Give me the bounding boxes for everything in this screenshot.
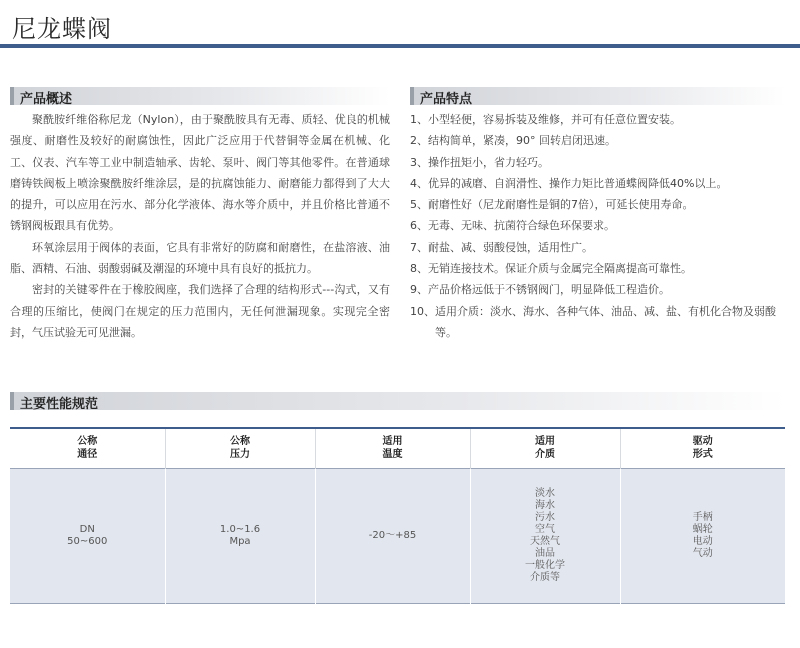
features-list bbox=[410, 109, 780, 343]
column-header-diameter: 公称 通径 bbox=[10, 428, 165, 468]
item-number: 5、 bbox=[410, 198, 428, 212]
list-item bbox=[410, 237, 780, 258]
list-item bbox=[410, 130, 780, 151]
specs-heading: 主要性能规范 bbox=[20, 397, 99, 412]
column-header-pressure: 公称 压力 bbox=[165, 428, 315, 468]
item-number: 10、 bbox=[410, 304, 435, 318]
title-underline bbox=[0, 44, 800, 48]
page-header bbox=[0, 0, 800, 48]
item-text: 适用介质：淡水、海水、各种气体、油品、减、盐、有机化合物及弱酸等。 bbox=[435, 304, 776, 339]
column-header-media: 适用 介质 bbox=[470, 428, 620, 468]
list-item bbox=[410, 258, 780, 279]
list-item bbox=[410, 301, 780, 344]
list-item bbox=[410, 109, 780, 130]
specs-table bbox=[10, 427, 785, 604]
list-item bbox=[410, 279, 780, 300]
overview-paragraph: 密封的关键零件在于橡胶阀座，我们选择了合理的结构形式---沟式，又有合理的压缩比，使阀门在规定的压力范围内，无任何泄漏现象。实现完全密封，气压试验无可见泄漏。 bbox=[10, 283, 390, 339]
overview-body bbox=[10, 109, 390, 343]
item-text: 耐磨性好（尼龙耐磨性是铜的7倍），可延长使用寿命。 bbox=[428, 198, 694, 212]
overview-paragraph: 聚酰胺纤维俗称尼龙（Nylon），由于聚酰胺具有无毒、质轻、优良的机械强度、耐磨性及较好的耐腐蚀性，因此广泛应用于代替铜等金属在机械、化工、仪表、汽车等工业中制造轴承、齿轮、泵叶、阀门等其他零件。在普通球磨铸铁阀板上喷涂聚酰胺纤维涂层，是的抗腐蚀能力、耐磨能力都得到了大大的提升，可以应用在污水、部分化学液体、海水等介质中，并且价格比普通不锈钢阀板跟具有优势。 bbox=[10, 113, 390, 233]
item-number: 3、 bbox=[410, 155, 428, 169]
features-heading: 产品特点 bbox=[420, 92, 473, 107]
item-text: 无毒、无味、抗菌符合绿色环保要求。 bbox=[428, 219, 615, 233]
features-heading-bar bbox=[410, 87, 785, 105]
cell-media: 淡水 海水 污水 空气 天然气 油品 一般化学 介质等 bbox=[470, 468, 620, 603]
heading-marker bbox=[10, 392, 14, 410]
item-number: 4、 bbox=[410, 176, 428, 190]
cell-temperature: -20～+85 bbox=[315, 468, 470, 603]
cell-pressure: 1.0~1.6 Mpa bbox=[165, 468, 315, 603]
table-header-row bbox=[10, 428, 785, 468]
heading-marker bbox=[10, 87, 14, 105]
column-header-drive: 驱动 形式 bbox=[620, 428, 785, 468]
page-title: 尼龙蝶阀 bbox=[12, 15, 112, 43]
list-item bbox=[410, 173, 780, 194]
item-number: 9、 bbox=[410, 283, 428, 297]
table-row bbox=[10, 468, 785, 603]
item-number: 8、 bbox=[410, 262, 428, 276]
item-number: 1、 bbox=[410, 113, 428, 126]
list-item bbox=[410, 194, 780, 215]
item-text: 小型轻便，容易拆装及维修，并可有任意位置安装。 bbox=[428, 113, 681, 126]
item-text: 操作扭矩小，省力轻巧。 bbox=[428, 155, 549, 169]
overview-heading-bar bbox=[10, 87, 390, 105]
item-number: 6、 bbox=[410, 219, 428, 233]
item-text: 结构简单，紧凑，90° 回转启闭迅速。 bbox=[428, 134, 616, 148]
item-text: 无销连接技术。保证介质与金属完全隔离提高可靠性。 bbox=[428, 262, 692, 276]
item-text: 产品价格远低于不锈钢阀门，明显降低工程造价。 bbox=[428, 283, 670, 297]
heading-marker bbox=[410, 87, 414, 105]
specs-heading-bar bbox=[10, 392, 785, 410]
column-header-temperature: 适用 温度 bbox=[315, 428, 470, 468]
overview-heading: 产品概述 bbox=[20, 92, 73, 107]
list-item bbox=[410, 215, 780, 236]
item-number: 2、 bbox=[410, 134, 428, 148]
cell-drive: 手柄 蜗轮 电动 气动 bbox=[620, 468, 785, 603]
item-text: 优异的减磨、自润滑性、操作力矩比普通蝶阀降低40%以上。 bbox=[428, 176, 728, 190]
cell-diameter: DN 50~600 bbox=[10, 468, 165, 603]
list-item bbox=[410, 152, 780, 173]
item-number: 7、 bbox=[410, 240, 428, 254]
overview-paragraph: 环氧涂层用于阀体的表面，它具有非常好的防腐和耐磨性，在盐溶液、油脂、酒精、石油、弱酸弱碱及潮湿的环境中具有良好的抵抗力。 bbox=[10, 240, 390, 276]
item-text: 耐盐、减、弱酸侵蚀，适用性广。 bbox=[428, 240, 593, 254]
